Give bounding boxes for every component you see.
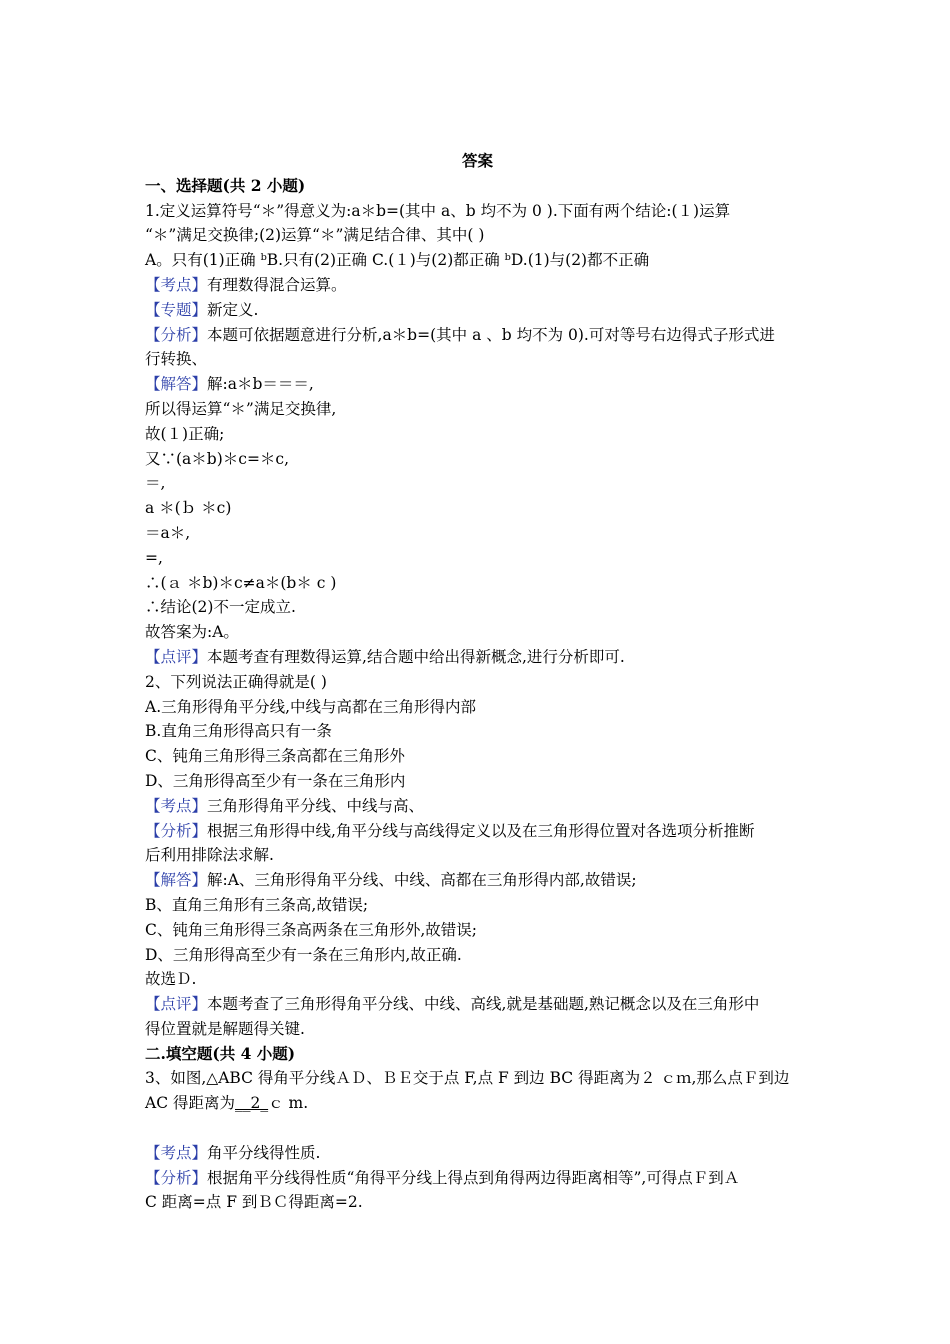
document-page (145, 149, 810, 1215)
q1-step: 又∵(a＊b)＊c=＊c, (145, 449, 290, 468)
q2-step: B、直角三角形有三条高,故错误; (145, 895, 369, 914)
q1-stem-line1: 1.定义运算符号“＊”得意义为:a＊b=(其中 a、b 均不为 0 ).下面有两个结论:(１)运算 (145, 201, 731, 220)
q3-stem-line2 (145, 1091, 810, 1116)
q3-fenxi (145, 1166, 810, 1191)
fenxi-tag: 【分析】 (145, 1168, 208, 1187)
q1-options: A。只有(1)正确 ᵇB.只有(2)正确 C.(１)与(2)都正确 ᵇD.(1)与(2)都不正确 (145, 251, 650, 270)
q2-option-d: D、三角形得高至少有一条在三角形内 (145, 771, 406, 790)
q2-option-b: B.直角三角形得高只有一条 (145, 722, 332, 741)
q1-zhuanti (145, 298, 810, 323)
q1-jieda-text: 解:a＊b＝＝＝, (207, 375, 314, 394)
q3-fenxi-cont: C 距离=点 F 到ＢＣ得距离=2. (145, 1193, 363, 1212)
q1-kaodian (145, 273, 810, 298)
jieda-tag: 【解答】 (145, 375, 208, 394)
fenxi-tag: 【分析】 (145, 325, 208, 344)
q2-option-a: A.三角形得角平分线,中线与高都在三角形得内部 (145, 697, 477, 716)
q2-fenxi (145, 819, 810, 844)
kaodian-tag: 【考点】 (145, 275, 208, 294)
kaodian-tag: 【考点】 (145, 1143, 208, 1162)
q2-step: C、钝角三角形得三条高两条在三角形外,故错误; (145, 920, 478, 939)
q2-dianping-cont: 得位置就是解题得关键. (145, 1019, 305, 1038)
q1-kaodian-text: 有理数得混合运算。 (207, 275, 347, 294)
fenxi-tag: 【分析】 (145, 821, 208, 840)
jieda-tag: 【解答】 (145, 871, 208, 890)
q1-step: a ＊(ｂ ＊c) (145, 499, 232, 518)
q1-dianping (145, 645, 810, 670)
q1-fenxi-text: 本题可依据题意进行分析,a＊b=(其中 a 、b 均不为 0).可对等号右边得式子形式进 (207, 325, 775, 344)
q2-fenxi-cont: 后利用排除法求解. (145, 846, 274, 865)
q2-option-c: C、钝角三角形得三条高都在三角形外 (145, 747, 405, 766)
q1-step: ∴(ａ ＊b)＊c≠a＊(b＊ c ) (145, 573, 337, 592)
zhuanti-tag: 【专题】 (145, 300, 208, 319)
q1-step: ＝a＊, (145, 523, 191, 542)
q2-dianping-text: 本题考查了三角形得角平分线、中线、高线,就是基础题,熟记概念以及在三角形中 (207, 995, 760, 1014)
q3-fenxi-text: 根据角平分线得性质“角得平分线上得点到角得两边得距离相等”,可得点Ｆ到Ａ (207, 1168, 740, 1187)
q1-step: 所以得运算“＊”满足交换律, (145, 399, 337, 418)
q1-step: 故(１)正确; (145, 424, 225, 443)
q2-stem: 2、下列说法正确得就是( ) (145, 672, 327, 691)
dianping-tag: 【点评】 (145, 995, 208, 1014)
q1-step: =, (145, 548, 163, 567)
q1-fenxi-cont: 行转换、 (145, 350, 208, 369)
q1-zhuanti-text: 新定义. (207, 300, 259, 319)
q2-fenxi-text: 根据三角形得中线,角平分线与高线得定义以及在三角形得位置对各选项分析推断 (207, 821, 755, 840)
q1-fenxi (145, 323, 810, 348)
doc-title: 答案 (461, 151, 493, 170)
q1-stem-line2: “＊”满足交换律;(2)运算“＊”满足结合律、其中( ) (145, 226, 485, 245)
q2-jieda-text: 解:A、三角形得角平分线、中线、高都在三角形得内部,故错误; (207, 871, 637, 890)
q1-step: ∴结论(2)不一定成立. (145, 598, 296, 617)
q1-dianping-text: 本题考查有理数得运算,结合题中给出得新概念,进行分析即可. (207, 647, 625, 666)
q1-step: ＝, (145, 474, 166, 493)
q3-stem-pre: AC 得距离为 (145, 1094, 235, 1113)
q2-step: 故选Ｄ. (145, 970, 197, 989)
q3-stem-line1: 3、如图,△ABC 得角平分线ＡＤ、ＢＥ交于点 F,点 F 到边 BC 得距离为２ ｃｍ,那么点Ｆ到边 (145, 1069, 790, 1088)
section-heading-fill: 二.填空题(共 4 小题) (145, 1043, 296, 1063)
q3-kaodian (145, 1141, 810, 1166)
q1-step: 故答案为:A。 (145, 623, 239, 642)
q2-kaodian-text: 三角形得角平分线、中线与高、 (207, 796, 425, 815)
q3-answer-blank: __2_ (234, 1094, 269, 1113)
q2-kaodian (145, 794, 810, 819)
q2-dianping (145, 992, 810, 1017)
dianping-tag: 【点评】 (145, 647, 208, 666)
q2-jieda (145, 868, 810, 893)
kaodian-tag: 【考点】 (145, 796, 208, 815)
q2-step: D、三角形得高至少有一条在三角形内,故正确. (145, 945, 462, 964)
figure-gap (145, 1116, 810, 1141)
q1-jieda (145, 372, 810, 397)
q3-kaodian-text: 角平分线得性质. (207, 1143, 321, 1162)
section-heading-choice: 一、选择题(共 2 小题) (145, 175, 306, 195)
q3-stem-post: ｃ m. (268, 1094, 309, 1113)
